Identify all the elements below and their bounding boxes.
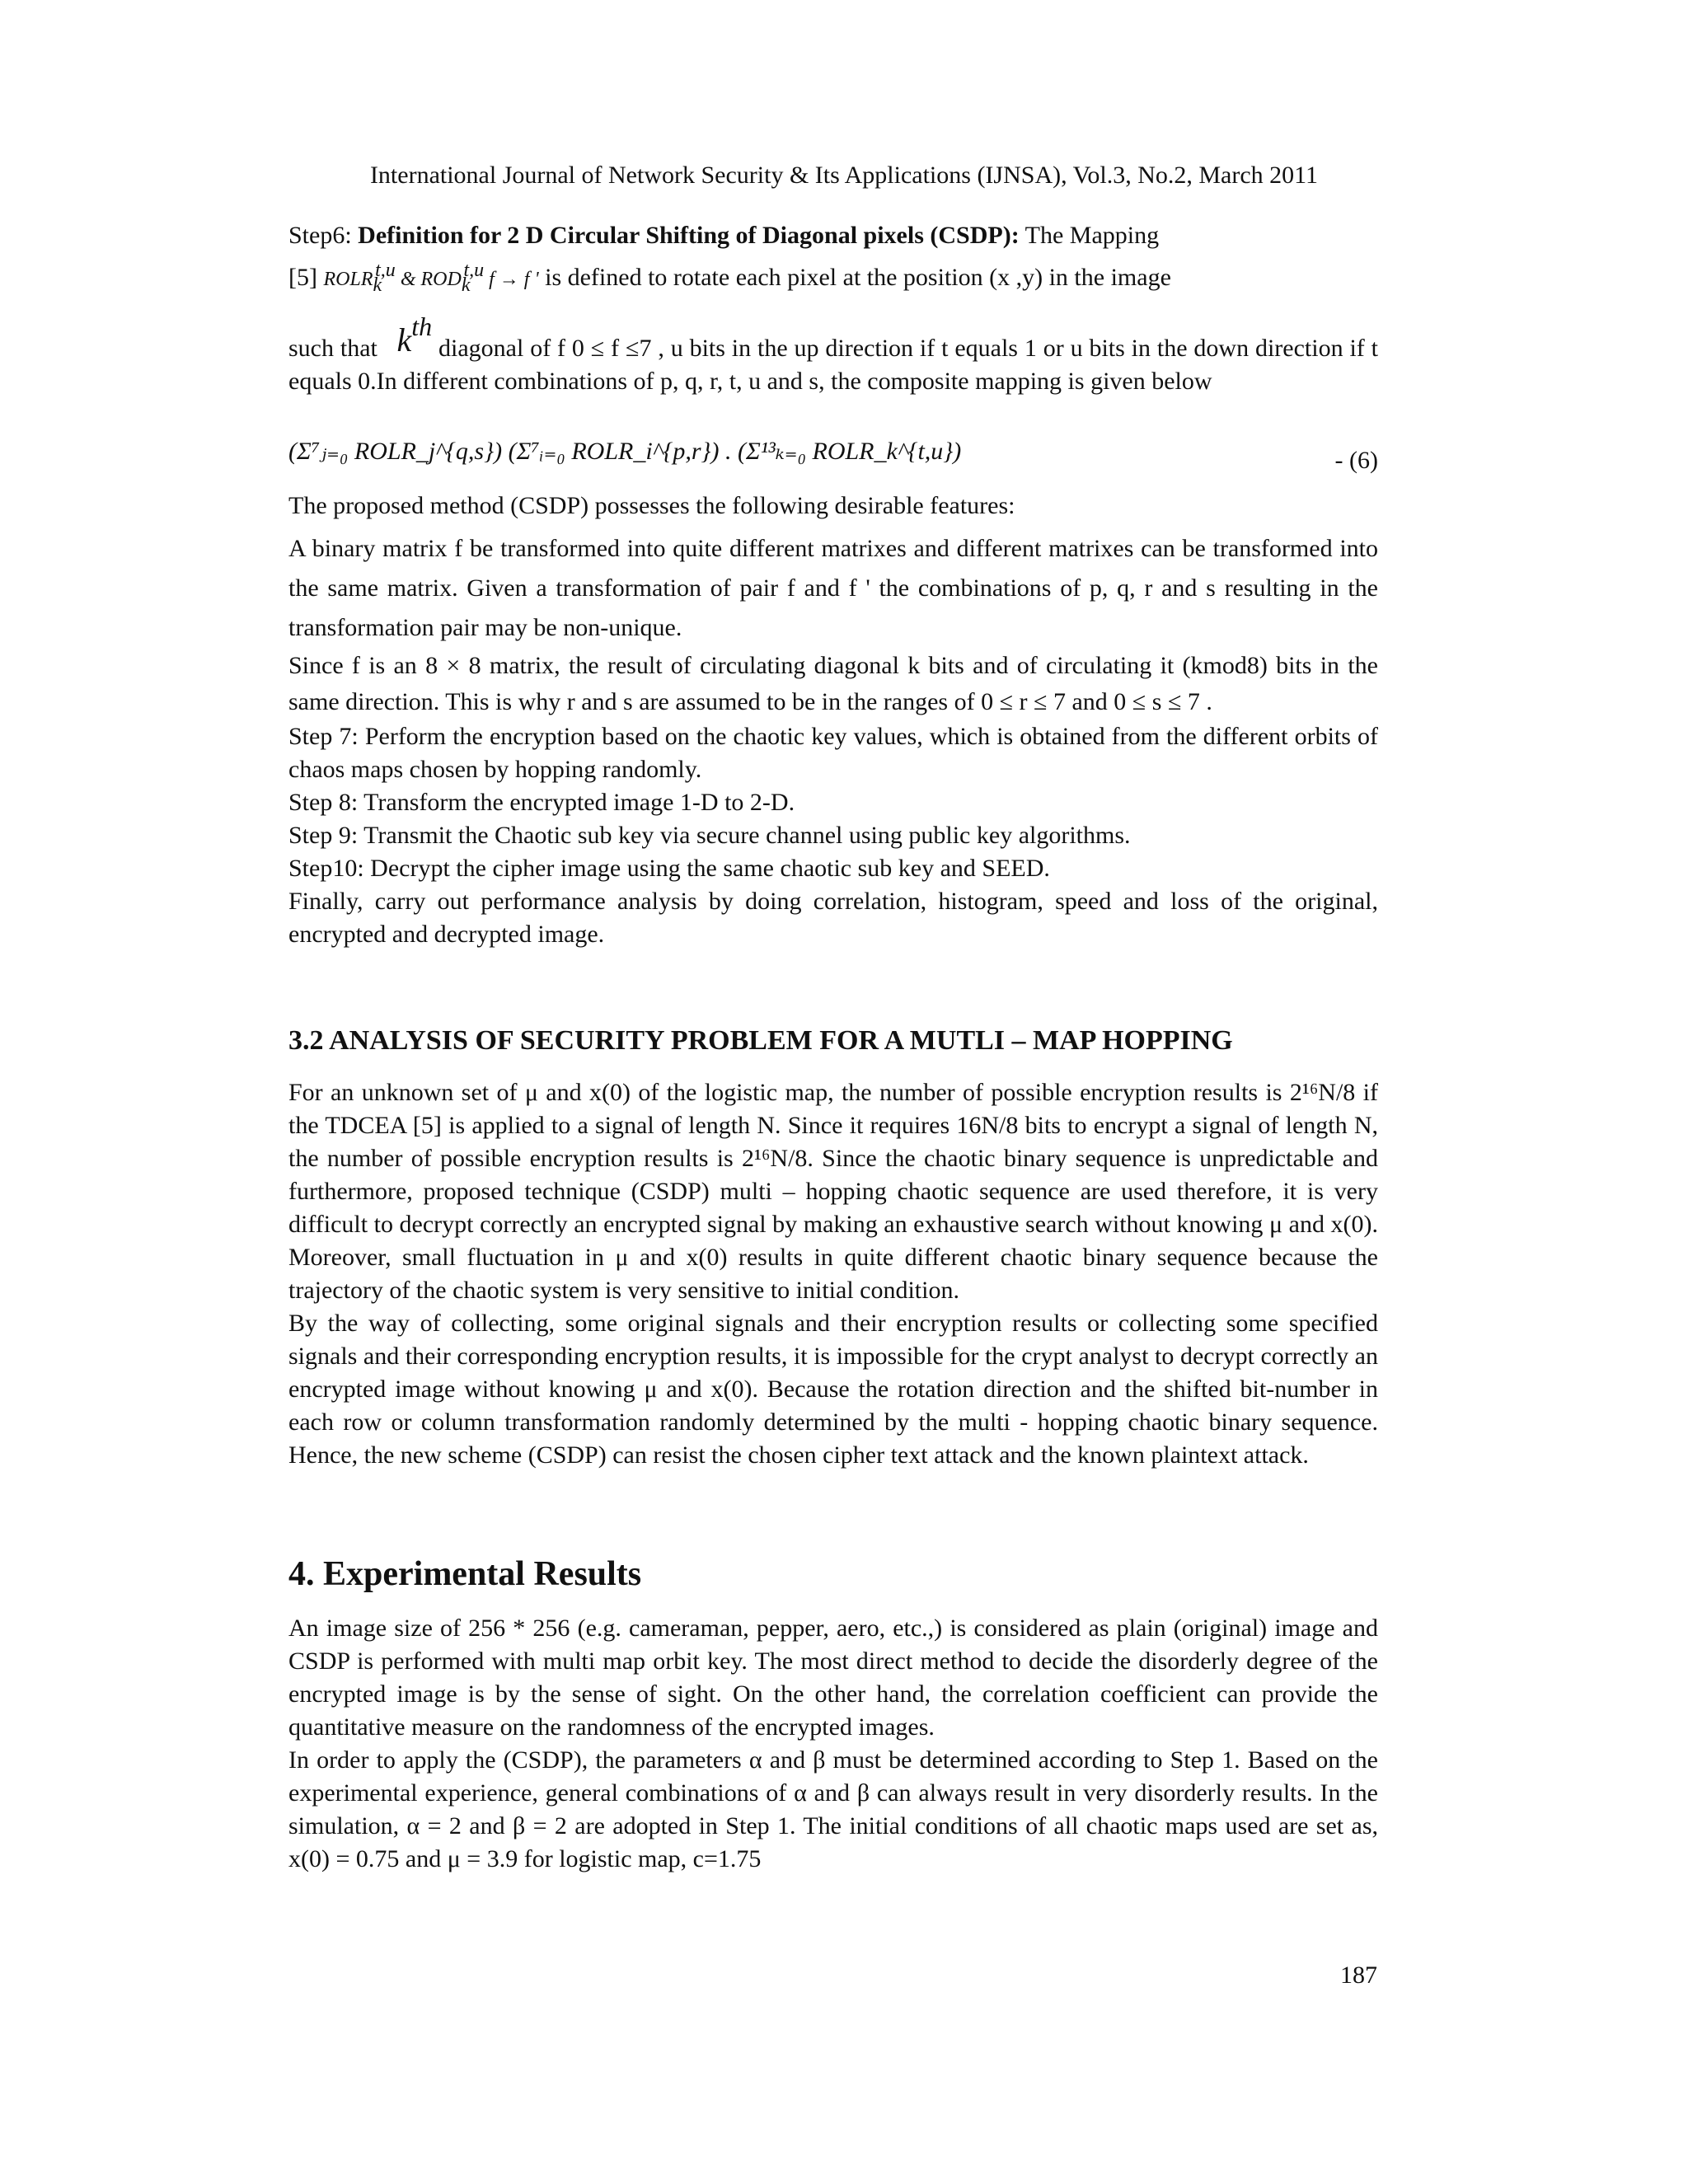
section-heading-4: 4. Experimental Results	[288, 1555, 642, 1593]
paragraph: By the way of collecting, some original signals and their encryption results or collecting some specified signals and their corresponding encryption results, it is impossible for the crypt analyst to decrypt correctly an encrypted image without knowing μ and x(0). Because the rotation direction and the shifted bit-number in each row or column transformation randomly determined by the multi - hopping chaotic binary sequence. Hence, the new scheme (CSDP) can resist the chosen cipher text attack and the known plaintext attack.	[288, 1310, 1378, 1469]
paragraph: Step10: Decrypt the cipher image using the same chaotic sub key and SEED.	[288, 855, 1050, 882]
running-head: International Journal of Network Security & Its Applications (IJNSA), Vol.3, No.2, March 2011	[369, 162, 1319, 189]
mapping-symbol: f → f '	[484, 269, 539, 290]
amp-symbol: &	[395, 269, 421, 290]
paragraph: In order to apply the (CSDP), the parameters α and β must be determined according to Step 1. Based on the experimental experience, general combinations of α and β can always result in very disorderly results. In the simulation, α = 2 and β = 2 are adopted in Step 1. The initial conditions of all chaotic maps used are set as, x(0) = 0.75 and μ = 3.9 for logistic map, c=1.75	[288, 1746, 1378, 1872]
section-heading-3-2: 3.2 ANALYSIS OF SECURITY PROBLEM FOR A MUTLI – MAP HOPPING	[288, 1025, 1233, 1056]
equation-number: - (6)	[1334, 447, 1378, 474]
equation-expression: (Σ⁷ⱼ₌₀ ROLR_j^{q,s}) (Σ⁷ᵢ₌₀ ROLR_i^{p,r}) . (Σ¹³ₖ₌₀ ROLR_k^{t,u})	[288, 438, 962, 465]
step6-rest: diagonal of f 0 ≤ f ≤7 , u bits in the up direction if t equals 1 or u bits in the down direction if t equals 0.In different combinations of p, q, r, t, u and s, the composite mapping is given below	[288, 335, 1378, 395]
step6-after-title: The Mapping	[1019, 222, 1160, 249]
paragraph: Step 7: Perform the encryption based on the chaotic key values, which is obtained from the different orbits of chaos maps chosen by hopping randomly.	[288, 723, 1378, 783]
paragraph: Finally, carry out performance analysis by doing correlation, histogram, speed and loss of the original, encrypted and decrypted image.	[288, 888, 1378, 948]
step6-defined: is defined to rotate each pixel at the position (x ,y) in the image	[538, 264, 1171, 291]
paragraph: An image size of 256 * 256 (e.g. cameraman, pepper, aero, etc.,) is considered as plain (original) image and CSDP is performed with multi map orbit key. The most direct method to decide the disorderly degree of the encrypted image is by the sense of sight. On the other hand, the correlation coefficient can provide the quantitative measure on the randomness of the encrypted images.	[288, 1615, 1378, 1741]
kth-k: k	[396, 321, 412, 359]
paragraph: Step 8: Transform the encrypted image 1-D to 2-D.	[288, 789, 795, 816]
step6-such-that: such that	[288, 335, 377, 362]
paragraph: Step 9: Transmit the Chaotic sub key via secure channel using public key algorithms.	[288, 822, 1131, 849]
paragraph: A binary matrix f be transformed into quite different matrixes and different matrixes can be transformed into the same matrix. Given a transformation of pair f and f ' the combinations of p, q, r and s resulting in the transformation pair may be non-unique.	[288, 535, 1378, 641]
kth-th: th	[411, 312, 433, 341]
section-4-body	[288, 1612, 1378, 1876]
rolr-symbol: ROLR	[323, 269, 373, 290]
section-3-2-body	[288, 1076, 1378, 1472]
paragraph: The proposed method (CSDP) possesses the following desirable features:	[288, 492, 1015, 519]
page-number: 187	[1340, 1961, 1377, 1989]
step6-title: Definition for 2 D Circular Shifting of Diagonal pixels (CSDP):	[358, 222, 1020, 249]
step6-paragraph: Step6: Definition for 2 D Circular Shifting of Diagonal pixels (CSDP): The Mapping [5] $ROLR_k^{t,u}$ & $ROD_k^{t,u}$ f → f ' is defined to rotate each pixel at the position (x ,y) in the image such that $k^{th}$ diagonal of f 0 ≤ f ≤7 , u bits in the up direction if t equals 1 or u bits in the down direction if t equals 0.In different combinations of p, q, r, t, u and s, the composite mapping is given below	[288, 222, 1378, 395]
body-paragraphs-a	[288, 490, 1378, 951]
equation-6	[288, 437, 1378, 486]
step6-prefix: Step6:	[288, 222, 359, 249]
step6-ref: [5]	[288, 264, 324, 291]
paragraph: Since f is an 8 × 8 matrix, the result of circulating diagonal k bits and of circulating it (kmod8) bits in the same direction. This is why r and s are assumed to be in the ranges of 0 ≤ r ≤ 7 and 0 ≤ s ≤ 7 .	[288, 652, 1378, 715]
rod-symbol: ROD	[420, 269, 462, 290]
paragraph: For an unknown set of μ and x(0) of the logistic map, the number of possible encryption results is 2¹⁶N/8 if the TDCEA [5] is applied to a signal of length N. Since it requires 16N/8 bits to encrypt a signal of length N, the number of possible encryption results is 2¹⁶N/8. Since the chaotic binary sequence is unpredictable and furthermore, proposed technique (CSDP) multi – hopping chaotic sequence are used therefore, it is very difficult to decrypt correctly an encrypted signal by making an exhaustive search without knowing μ and x(0). Moreover, small fluctuation in μ and x(0) results in quite different chaotic binary sequence because the trajectory of the chaotic system is very sensitive to initial condition.	[288, 1079, 1378, 1304]
